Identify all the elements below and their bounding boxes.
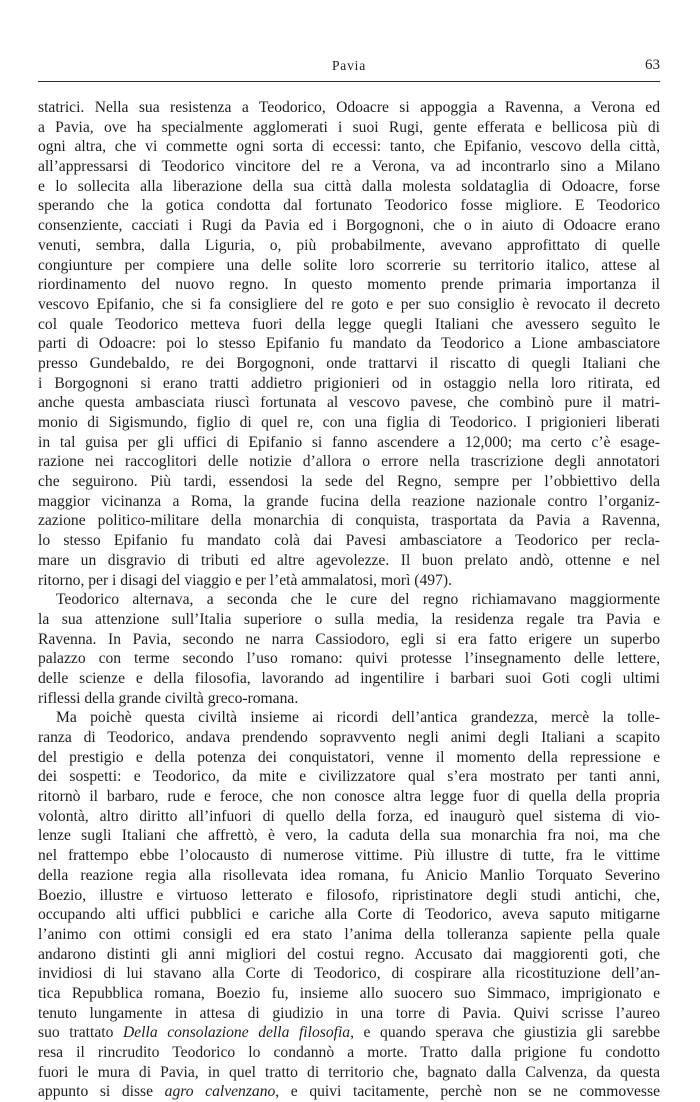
text-line: che seguirono. Più tardi, essendosi la sede del Regno, sempre per l’obbiettivo della — [38, 473, 660, 491]
text-segment: , e quando sperava che giustizia gli sarebbe — [350, 1024, 660, 1042]
text-segment: , e quivi tacitamente, perchè non se ne commovesse — [275, 1083, 660, 1101]
text-line: andarono distinti gli anni migliori del costui regno. Accusato dai maggiorenti goti, che — [38, 945, 660, 963]
text-line: Ravenna. In Pavia, secondo ne narra Cassiodoro, egli si era fatto erigere un superbo — [38, 630, 660, 648]
text-line: occupando alti uffici pubblici e cariche alla Corte di Teodorico, aveva saputo mitigarne — [38, 906, 660, 924]
text-line: Teodorico alternava, a seconda che le cure del regno richiamavano maggiormente — [56, 591, 660, 609]
text-line: nel frattempo ebbe l’olocausto di numerose vittime. Più illustre di tutte, fra le vittime — [38, 847, 660, 865]
text-line: presso Gundebaldo, re dei Borgognoni, onde trattarvi il riscatto di quegli Italiani che — [38, 354, 660, 372]
text-line: della reazione regia alla risollevata idea romana, fu Anicio Manlio Torquato Severino — [38, 866, 660, 884]
text-line: volontà, altro diritto all’infuori di quello della forza, ed inaugurò quel sistema di vio- — [38, 807, 660, 825]
text-segment: suo trattato — [38, 1024, 123, 1042]
text-segment: appunto si disse — [38, 1083, 165, 1101]
text-line: mare un disgravio di tributi ed altre agevolezze. Il buon prelato andò, ottenne e nel — [38, 551, 660, 569]
text-line: ogni altra, che vi commette ogni sorta di eccessi: tanto, che Epifanio, vescovo della città, — [38, 138, 660, 156]
text-line: ritornò il barbaro, rude e feroce, che non conosce altra legge fuor di quella della propria — [38, 788, 660, 806]
text-line: i Borgognoni si erano tratti addietro prigionieri od in ostaggio nella loro ritirata, ed — [38, 374, 660, 392]
text-line: all’appressarsi di Teodorico vincitore del re a Verona, va ad incontrarlo sino a Milano — [38, 158, 660, 176]
text-line: ranza di Teodorico, andava prendendo sopravvento negli animi degli Italiani a scapito — [38, 729, 660, 746]
text-line — [38, 1023, 660, 1043]
text-line: in tal guisa per gli uffici di Epifanio si fanno ascendere a 12,000; ma certo c’è esage- — [38, 433, 660, 451]
italic-title: Della consolazione della filosofia — [122, 1024, 351, 1042]
text-line: del prestigio e della potenza dei conquistatori, venne il momento della repressione e — [38, 748, 660, 766]
text-line: e lo sollecita alla liberazione della sua città dalla molesta soldataglia di Odoacre, forse — [38, 177, 660, 195]
text-line: riordinamento del nuovo regno. In questo momento prende primaria importanza il — [38, 276, 660, 294]
body-text — [38, 98, 660, 1102]
text-line: dei sospetti: e Teodorico, da mite e civilizzatore qual s’era mostrato per tanti anni, — [38, 768, 660, 786]
text-line: fuori le mura di Pavia, in quel tratto di territorio che, bagnato dalla Calvenza, da questa — [38, 1063, 660, 1081]
text-line: statrici. Nella sua resistenza a Teodorico, Odoacre si appoggia a Ravenna, a Verona ed — [38, 99, 660, 116]
text-line: zazione politico-militare della monarchia di conquista, trasportata da Pavia a Ravenna, — [38, 512, 660, 530]
text-line: parti di Odoacre: poi lo stesso Epifanio fu mandato da Teodorico a Lione ambasciatore — [38, 335, 660, 353]
text-line: lo stesso Epifanio fu mandato colà dai Pavesi ambasciatore a Teodorico per recla- — [38, 532, 660, 550]
text-line: delle scienze e della filosofia, lavorando ad ingentilire i barbari suoi Goti cogli ultimi — [38, 669, 660, 687]
text-line: consenziente, cacciati i Rugi da Pavia ed i Borgognoni, che o in aiuto di Odoacre erano — [38, 217, 660, 235]
text-line — [38, 1082, 660, 1102]
text-line: col quale Teodorico metteva fuori della legge quegli Italiani che avessero seguìto le — [38, 315, 660, 333]
running-head — [38, 58, 660, 78]
running-title: Pavia — [332, 58, 366, 73]
text-line: l’animo con ottimi consigli ed era stato l’anima della tolleranza sapiente pella quale — [38, 925, 660, 943]
text-line: vescovo Epifanio, che si fa consigliere del re goto e per suo consiglio è revocato il decreto — [38, 295, 660, 313]
text-line: lenze sugli Italiani che affrettò, è vero, la caduta della sua monarchia fra noi, ma che — [38, 827, 660, 845]
text-line: invidiosi di lui stavano alla Corte di Teodorico, di cospirare alla ricostituzione dell’an- — [38, 965, 660, 983]
text-line: maggior vicinanza a Roma, la grande fucina della reazione nazionale contro l’organiz- — [38, 492, 660, 510]
text-line: monio di Sigismundo, figlio di quel re, con una figlia di Teodorico. I prigionieri liberati — [38, 414, 660, 431]
text-line: tica Repubblica romana, Boezio fu, insieme allo suocero suo Simmaco, imprigionato e — [38, 984, 660, 1002]
text-line: resa il rincrudito Teodorico lo condannò a morte. Tratto dalla prigione fu condotto — [38, 1044, 660, 1061]
header-rule — [38, 81, 660, 82]
page-number: 63 — [645, 57, 660, 73]
text-line: anche questa ambasciata riuscì fortunata al vescovo pavese, che combinò pure il matri- — [38, 394, 660, 412]
text-line: riflessi della grande civiltà greco-romana. — [38, 689, 299, 707]
text-line: Boezio, illustre e virtuoso letterato e filosofo, ripristinatore degli studi antichi, che, — [38, 886, 660, 904]
text-line: tenuto lungamente in attesa di giudizio in una torre di Pavia. Quivi scrisse l’aureo — [38, 1004, 660, 1022]
text-line: palazzo con terme secondo l’uso romano: quivi protesse l’insegnamento delle lettere, — [38, 650, 660, 668]
text-line: a Pavia, ove ha specialmente agglomerati i suoi Rugi, gente efferata e bellicosa più di — [38, 118, 660, 136]
text-line: sperando che la gotica condotta dal fortunato Teodorico fosse migliore. E Teodorico — [38, 197, 660, 215]
text-line: venuti, sembra, dalla Liguria, o, più probabilmente, avevano approfittato di quelle — [38, 236, 660, 254]
text-line: ritorno, per i disagi del viaggio e per l’età ammalatosi, morì (497). — [38, 571, 452, 589]
italic-title: agro calvenzano — [164, 1083, 276, 1101]
text-line: Ma poichè questa civiltà insieme ai ricordi dell’antica grandezza, mercè la tolle- — [56, 709, 660, 727]
text-line: congiunture per compiere una delle solite loro scorrerie su territorio italico, attese al — [38, 256, 660, 274]
text-line: razione nei raccoglitori delle notizie d’allora o errore nella trascrizione degli annotatori — [38, 453, 660, 471]
text-line: la sua attenzione sull’Italia superiore o sulla media, la residenza regale tra Pavia e — [38, 610, 660, 628]
